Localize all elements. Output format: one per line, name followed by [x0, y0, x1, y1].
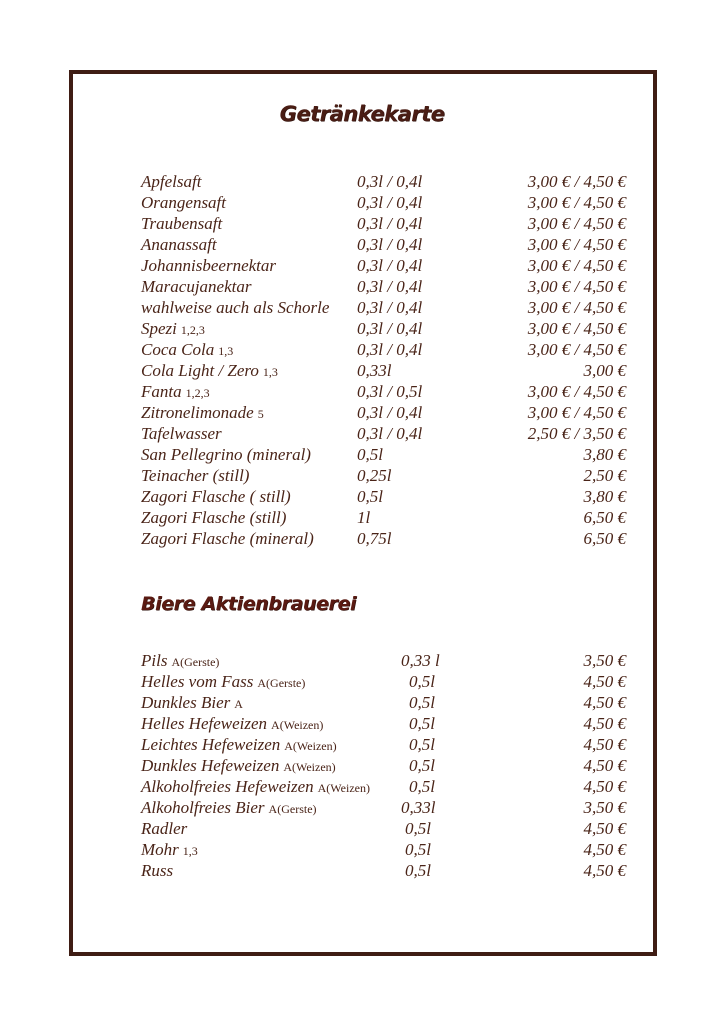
menu-item-row — [0, 381, 724, 402]
item-name — [141, 381, 210, 404]
item-name-text: wahlweise auch als Schorle — [141, 298, 330, 317]
item-volume: 0,3l / 0,4l — [357, 256, 423, 275]
item-volume: 0,33l — [401, 798, 436, 817]
item-name — [141, 255, 280, 278]
item-name-text: Ananassaft — [141, 235, 217, 254]
item-price: 2,50 € — [583, 466, 626, 485]
item-price: 3,50 € — [583, 798, 626, 817]
item-price: 2,50 € / 3,50 € — [527, 424, 626, 443]
menu-item-row — [0, 818, 724, 839]
menu-item-row — [0, 486, 724, 507]
menu-item-row — [0, 171, 724, 192]
item-name-text: Helles Hefeweizen — [141, 714, 268, 733]
item-name-text: Mohr — [141, 840, 179, 859]
item-name-text: Traubensaft — [141, 214, 223, 233]
item-name-text: Fanta — [141, 382, 182, 401]
item-name — [141, 339, 233, 362]
item-price: 3,00 € / 4,50 € — [527, 403, 626, 422]
menu-item-row — [0, 255, 724, 276]
item-name — [141, 360, 278, 383]
item-price: 3,80 € — [583, 487, 626, 506]
item-name — [141, 860, 177, 883]
item-allergen-note: 1,3 — [262, 365, 278, 379]
item-name-text: Zagori Flasche (still) — [141, 508, 287, 527]
item-volume: 1l — [357, 508, 371, 527]
menu-item-row — [0, 318, 724, 339]
item-name-text: Zitronelimonade — [141, 403, 254, 422]
item-name-text: Spezi — [141, 319, 177, 338]
item-price: 3,00 € / 4,50 € — [527, 172, 626, 191]
item-name — [141, 713, 323, 736]
item-price: 3,00 € / 4,50 € — [527, 193, 626, 212]
item-allergen-note: A(Gerste) — [268, 802, 317, 816]
menu-item-row — [0, 360, 724, 381]
item-price: 3,00 € / 4,50 € — [527, 298, 626, 317]
item-name-text: Apfelsaft — [141, 172, 202, 191]
item-name-text: Dunkles Hefeweizen — [141, 756, 280, 775]
item-volume: 0,5l — [409, 735, 435, 754]
menu-item-row — [0, 797, 724, 818]
item-name — [141, 671, 305, 694]
item-name — [141, 797, 317, 820]
menu-item-row — [0, 465, 724, 486]
item-name — [141, 818, 191, 841]
item-name — [141, 486, 295, 509]
item-volume: 0,5l — [409, 777, 435, 796]
item-name-text: Orangensaft — [141, 193, 226, 212]
item-allergen-note: A — [234, 697, 243, 711]
item-price: 3,00 € / 4,50 € — [527, 340, 626, 359]
item-volume: 0,3l / 0,5l — [357, 382, 423, 401]
item-price: 3,00 € — [583, 361, 626, 380]
menu-item-row — [0, 528, 724, 549]
item-price: 4,50 € — [583, 735, 626, 754]
item-volume: 0,3l / 0,4l — [357, 172, 423, 191]
item-price: 4,50 € — [583, 777, 626, 796]
item-name-text: San Pellegrino (mineral) — [141, 445, 311, 464]
item-allergen-note: 1,2,3 — [180, 323, 205, 337]
item-volume: 0,25l — [357, 466, 392, 485]
item-price: 4,50 € — [583, 840, 626, 859]
item-price: 4,50 € — [583, 714, 626, 733]
item-name-text: Teinacher (still) — [141, 466, 250, 485]
menu-item-row — [0, 650, 724, 671]
menu-item-row — [0, 276, 724, 297]
item-volume: 0,3l / 0,4l — [357, 403, 423, 422]
menu-item-row — [0, 839, 724, 860]
menu-item-row — [0, 444, 724, 465]
item-volume: 0,3l / 0,4l — [357, 193, 423, 212]
item-price: 4,50 € — [583, 756, 626, 775]
menu-item-row — [0, 339, 724, 360]
item-name-text: Zagori Flasche (mineral) — [141, 529, 314, 548]
item-name-text: Alkoholfreies Bier — [141, 798, 265, 817]
item-name-text: Alkoholfreies Hefeweizen — [141, 777, 314, 796]
item-volume: 0,5l — [357, 487, 383, 506]
item-volume: 0,5l — [357, 445, 383, 464]
item-name — [141, 402, 264, 425]
item-volume: 0,5l — [409, 672, 435, 691]
item-volume: 0,5l — [409, 756, 435, 775]
item-allergen-note: A(Weizen) — [271, 718, 324, 732]
item-volume: 0,3l / 0,4l — [357, 298, 423, 317]
item-allergen-note: A(Gerste) — [257, 676, 306, 690]
item-price: 4,50 € — [583, 693, 626, 712]
item-price: 3,00 € / 4,50 € — [527, 277, 626, 296]
item-name — [141, 755, 336, 778]
item-name-text: Dunkles Bier — [141, 693, 231, 712]
menu-item-row — [0, 776, 724, 797]
item-volume: 0,5l — [405, 840, 431, 859]
item-volume: 0,3l / 0,4l — [357, 340, 423, 359]
item-volume: 0,3l / 0,4l — [357, 235, 423, 254]
item-name-text: Russ — [141, 861, 174, 880]
item-volume: 0,5l — [409, 714, 435, 733]
item-allergen-note: A(Gerste) — [171, 655, 220, 669]
menu-item-row — [0, 692, 724, 713]
item-name-text: Johannisbeernektar — [141, 256, 277, 275]
item-name — [141, 528, 318, 551]
item-allergen-note: 5 — [257, 407, 264, 421]
item-volume: 0,3l / 0,4l — [357, 424, 423, 443]
item-name — [141, 171, 205, 194]
item-name-text: Helles vom Fass — [141, 672, 254, 691]
item-name-text: Maracujanektar — [141, 277, 252, 296]
item-price: 3,00 € / 4,50 € — [527, 382, 626, 401]
item-price: 4,50 € — [583, 861, 626, 880]
item-price: 3,00 € / 4,50 € — [527, 214, 626, 233]
item-volume: 0,5l — [409, 693, 435, 712]
beer-section-title: Biere Aktienbrauerei — [141, 593, 357, 615]
item-name — [141, 734, 337, 757]
item-volume: 0,33 l — [401, 651, 440, 670]
item-price: 3,00 € / 4,50 € — [527, 235, 626, 254]
menu-item-row — [0, 402, 724, 423]
item-name — [141, 318, 205, 341]
item-price: 3,00 € / 4,50 € — [527, 256, 626, 275]
item-name — [141, 465, 253, 488]
menu-item-row — [0, 671, 724, 692]
item-volume: 0,5l — [405, 861, 431, 880]
item-name-text: Pils — [141, 651, 168, 670]
item-price: 3,50 € — [583, 651, 626, 670]
menu-title: Getränkekarte — [279, 102, 445, 126]
item-name — [141, 234, 221, 257]
item-allergen-note: 1,3 — [218, 344, 234, 358]
item-name-text: Leichtes Hefeweizen — [141, 735, 281, 754]
item-price: 3,80 € — [583, 445, 626, 464]
item-price: 4,50 € — [583, 672, 626, 691]
item-volume: 0,33l — [357, 361, 392, 380]
item-name — [141, 650, 219, 673]
item-name — [141, 297, 333, 320]
menu-item-row — [0, 755, 724, 776]
item-name — [141, 692, 243, 715]
menu-item-row — [0, 213, 724, 234]
item-price: 4,50 € — [583, 819, 626, 838]
item-allergen-note: A(Weizen) — [317, 781, 370, 795]
item-price: 3,00 € / 4,50 € — [527, 319, 626, 338]
item-allergen-note: 1,2,3 — [185, 386, 210, 400]
item-name — [141, 276, 255, 299]
item-volume: 0,3l / 0,4l — [357, 277, 423, 296]
menu-item-row — [0, 734, 724, 755]
menu-item-row — [0, 297, 724, 318]
item-allergen-note: 1,3 — [182, 844, 198, 858]
menu-item-row — [0, 423, 724, 444]
item-price: 6,50 € — [583, 508, 626, 527]
item-name — [141, 423, 226, 446]
item-name — [141, 507, 290, 530]
item-name — [141, 192, 230, 215]
menu-item-row — [0, 507, 724, 528]
menu-item-row — [0, 860, 724, 881]
item-name — [141, 839, 198, 862]
item-volume: 0,3l / 0,4l — [357, 214, 423, 233]
menu-item-row — [0, 713, 724, 734]
item-volume: 0,75l — [357, 529, 392, 548]
item-name-text: Zagori Flasche ( still) — [141, 487, 291, 506]
item-volume: 0,3l / 0,4l — [357, 319, 423, 338]
menu-item-row — [0, 192, 724, 213]
menu-item-row — [0, 234, 724, 255]
item-name-text: Cola Light / Zero — [141, 361, 259, 380]
item-volume: 0,5l — [405, 819, 431, 838]
item-name — [141, 213, 226, 236]
item-name-text: Tafelwasser — [141, 424, 222, 443]
item-price: 6,50 € — [583, 529, 626, 548]
item-allergen-note: A(Weizen) — [284, 739, 337, 753]
item-allergen-note: A(Weizen) — [283, 760, 336, 774]
item-name — [141, 444, 315, 467]
item-name-text: Coca Cola — [141, 340, 215, 359]
item-name — [141, 776, 370, 799]
item-name-text: Radler — [141, 819, 188, 838]
